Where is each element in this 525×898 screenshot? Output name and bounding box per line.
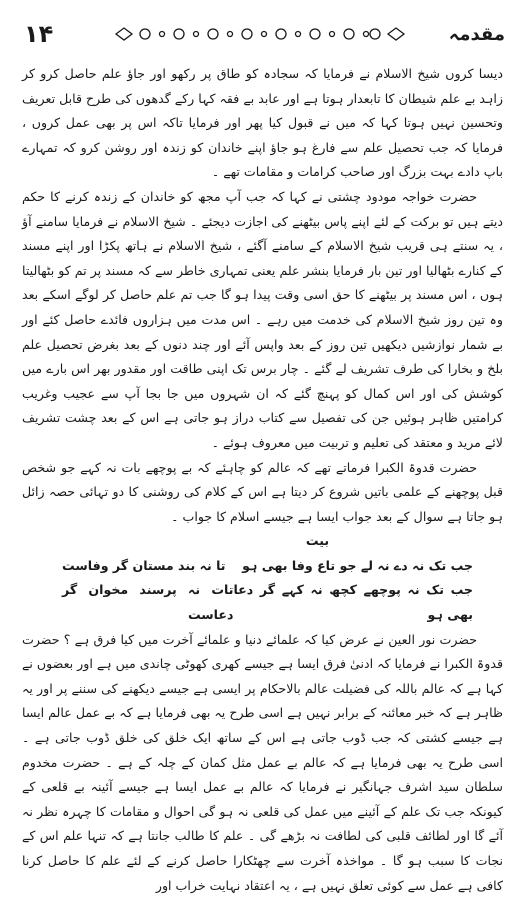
verse-heading: بیت	[305, 533, 330, 549]
verse-line-persian: تات نہ پرسند مخوان گر دعاست	[62, 582, 234, 623]
paragraph-1: دیسا کروں شیخ الاسلام نے فرمایا کہ سجادہ کو طاق پر رکھو اور جاؤ علم حاصل کرو کر زاہد بے علم شیطان کا تابعدار ہوتا ہے اور عابد بے فقہ کہا رکے گدھوں کی طرح قابل تعریف وتحسین نہیں ہوتا کہا کہ میں نے قبول کیا پھر اور فرمایا تاکہ اس پر بھی عمل کروں ، فرمایا کہ جب تحصیل علم سے فارغ ہو جاؤ اپنے خاندان کو زندہ اور روشن کرو کہ تمہارے باپ دادے بہت بزرگ اور صاحب کرامات و مقامات تھے ۔	[22, 66, 503, 180]
verse-couplet-2	[62, 578, 473, 627]
ornament-border-icon	[84, 22, 435, 46]
verse-couplet-1	[62, 554, 473, 579]
page-number: ۱۴	[24, 20, 54, 48]
verse-line-urdu: جب تک نہ دے نہ لے جو تاع وفا بھی ہو	[242, 557, 473, 573]
paragraph-3: حضرت قدوۃ الکبرا فرماتے تھے کہ عالم کو چاہئے کہ بے پوچھے بات نہ کہے جو شخص قبل پوچھنے کے علمی باتیں شروع کر دیتا ہے اس کے کلام کی روشنی کا دو تہائی حصہ زائل ہو جاتا ہے سوال کے بعد جواب ایسا ہے جیسے اسلام کا جواب ۔	[22, 459, 503, 524]
paragraph-4: حضرت نور العین نے عرض کیا کہ علمائے دنیا و علمائے آخرت میں کیا فرق ہے ؟ حضرت قدوۃ الکبرا نے فرمایا کہ ادنیٰ فرق ایسا ہے جیسے کھری کھوٹی چاندی میں ہے اور بعضوں نے کہا ہے کہ عالم باللہ کی فضیلت عالم بالاحکام پر ایسی ہے جیسے دیکھنے کی سننے پر اور یہ ظاہر ہے کہ خبر معائنہ کے برابر نہیں ہے اسی طرح یہ بھی فرمایا ہے کہ بے عمل عالم ایسا ہے جیسے کشتی کہ جب ڈوب جاتی ہے اس کے ساتھ ایک خلق کی خلق ڈوب جاتی ہے ۔ اسی طرح یہ بھی فرمایا ہے کہ عالم بے عمل مثل کمان کے چلہ کے ہے ۔ حضرت مخدوم سلطان سید اشرف جہانگیر نے فرمایا کہ عالم بے عمل ایسا ہے جیسے آئینہ بے قلعی کے کیونکہ جب تک علم کے آئینے میں عمل کی قلعی نہ ہو گی احوال و مقامات کا چہرہ نظر نہ آئے گا اور لطائف قلبی کی لطافت نہ بڑھے گی ۔ علم کا طالب جانتا ہے کہ تنہا علم اس کے نجات کا سبب ہو گا ۔ مواخذہ آخرت سے چھٹکارا حاصل کرنے کے لئے علم کا حاصل کرنا کافی ہے عمل سے کوئی تعلق نہیں ہے ، یہ اعتقاد نہایت خراب اور	[22, 631, 503, 893]
verse-line-urdu: جب تک نہ پوچھے کچھ نہ کہے گر دعا بھی ہو	[233, 582, 473, 623]
page-header	[24, 14, 505, 54]
page-body	[22, 62, 503, 893]
running-title: مقدمہ	[448, 23, 505, 45]
paragraph-2: حضرت خواجہ مودود چشتی نے کہا کہ جب آپ مجھ کو خاندان کے زندہ کرنے کا حکم دیتے ہیں تو برکت کے لئے اپنے پاس بیٹھنے کی اجازت دیجئے ۔ شیخ الاسلام نے فرمایا سامنے آؤ ، یہ سنتے ہی قریب شیخ الاسلام کے سامنے آگئے ، شیخ الاسلام نے ہاتھ پکڑا اور اپنے مسند کے کنارے بٹھالیا اور تین بار فرمایا بنشر علم یعنی تمہاری خاطر سے کہ مسند پر تم کو بٹھالیتا ہوں ، اس مسند پر بیٹھنے کا حق اسی وقت پیدا ہو گا جب تم علم حاصل کر لوگے اسکے بعد وہ تین روز شیخ الاسلام کی خدمت میں رہے ۔ اس مدت میں ہزاروں فائدے حاصل کئے اور بے شمار نوازشیں دیکھیں تین روز کے بعد واپس آئے اور چند دنوں کے بعد بغرض تحصیل علم بلخ و بخارا کی طرف تشریف لے گئے ۔ چار برس تک اپنی طاقت اور مقدور بھر اس بارے میں کوشش کی اور اس کمال کو پہنچ گئے کہ ان شہروں میں جا بجا آپ سے عجیب وغریب کرامتیں ظاہر ہوئیں جن کی تفصیل سے کتاب دراز ہو جاتی ہے اس کے بعد چشت تشریف لائے مرید و معتقد کی تعلیم و تربیت میں معروف ہوئے ۔	[22, 188, 503, 450]
verse-line-persian: تا نہ بند مستان گر وفاست	[62, 557, 226, 573]
